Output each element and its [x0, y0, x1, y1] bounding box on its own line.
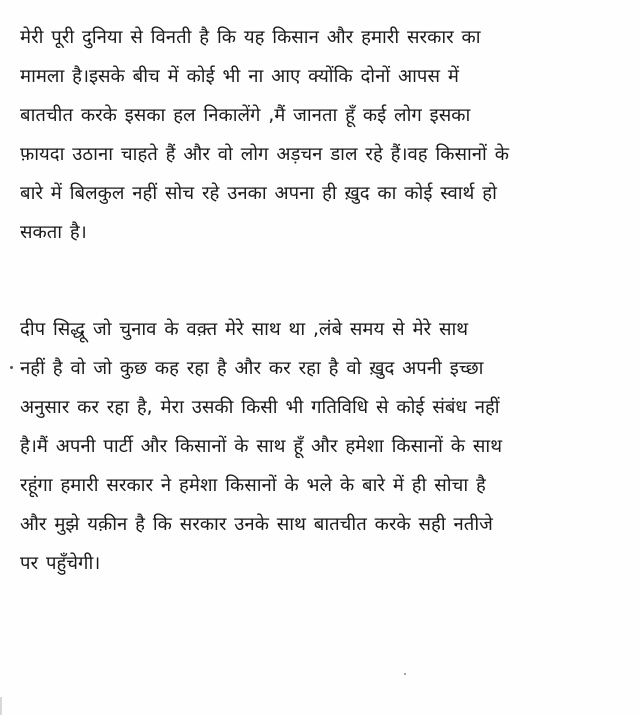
paragraph-2-line-1: दीप सिद्धू जो चुनाव के वक़्त मेरे साथ था ,लंबे समय से मेरे साथ [20, 319, 469, 340]
paragraph-2-line-5: रहूंगा हमारी सरकार ने हमेशा किसानों के भले के बारे में ही सोचा है [20, 475, 486, 496]
paragraph-1-line-3: बातचीत करके इसका हल निकालेंगे ,मैं जानता हूँ कई लोग इसका [20, 105, 471, 126]
paragraph-1-line-2: मामला है।इसके बीच में कोई भी ना आए क्योंकि दोनों आपस में [20, 66, 459, 87]
paragraph-2-line-2: नहीं है वो जो कुछ कह रहा है और कर रहा है वो ख़ुद अपनी इच्छा [20, 358, 484, 379]
paragraph-1-line-4: फ़ायदा उठाना चाहते हैं और वो लोग अड़चन डाल रहे हैं।वह किसानों के [20, 144, 509, 165]
paragraph-1-line-5: बारे में बिलकुल नहीं सोच रहे उनका अपना ही ख़ुद का कोई स्वार्थ हो [20, 183, 497, 204]
paragraph-2 [20, 310, 630, 583]
paragraph-1 [20, 18, 630, 252]
paragraph-2-line-4: है।मैं अपनी पार्टी और किसानों के साथ हूँ और हमेशा किसानों के साथ [20, 436, 503, 457]
paragraph-2-line-7: पर पहुँचेगी। [20, 553, 101, 574]
paragraph-1-line-1: मेरी पूरी दुनिया से विनती है कि यह किसान और हमारी सरकार का [20, 27, 481, 48]
paragraph-2-line-3: अनुसार कर रहा है, मेरा उसकी किसी भी गतिविधि से कोई संबंध नहीं [20, 397, 500, 418]
ink-speck [10, 366, 13, 369]
paragraph-2-line-6: और मुझे यक़ीन है कि सरकार उनके साथ बातचीत करके सही नतीजे [20, 514, 493, 535]
scan-edge-mark [0, 697, 8, 715]
ink-speck [404, 673, 406, 675]
paragraph-1-line-6: सकता है। [20, 222, 87, 243]
